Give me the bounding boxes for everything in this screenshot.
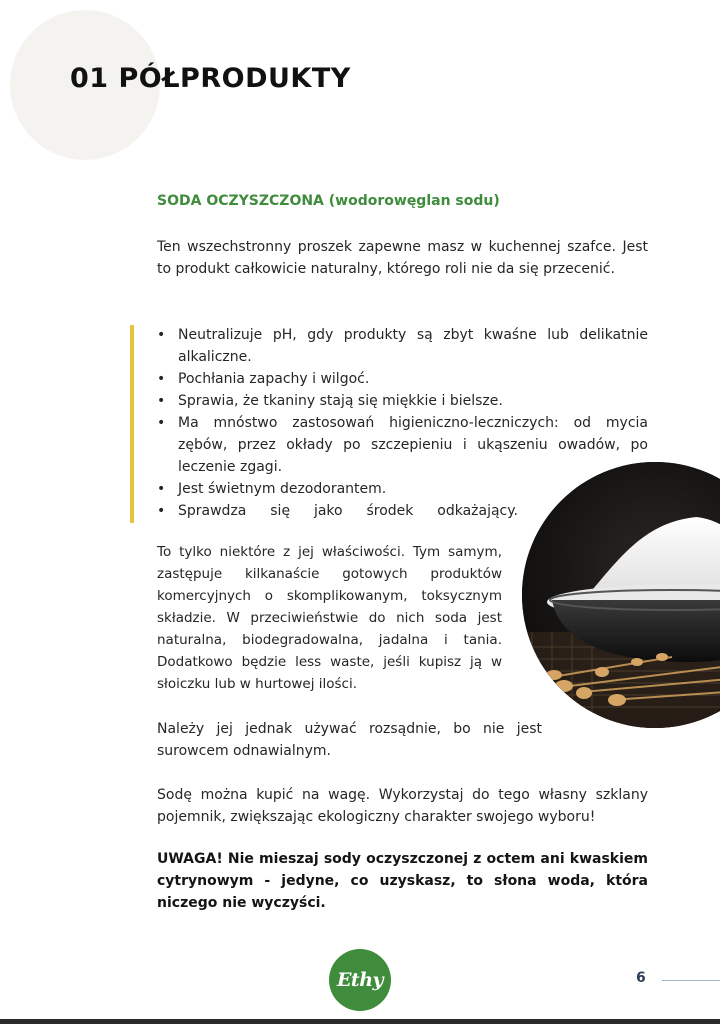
list-item: • Neutralizuje pH, gdy produkty są zbyt kwaśne lub delikatnie alkaliczne.	[157, 324, 648, 368]
list-accent-bar	[130, 325, 134, 523]
intro-paragraph: Ten wszechstronny proszek zapewne masz w kuchennej szafce. Jest to produkt całkowicie naturalny, którego roli nie da się przecenić.	[157, 239, 648, 277]
list-item: • Ma mnóstwo zastosowań higieniczno-leczniczych: od mycia zębów, przez okłady po szczepieniu i ukąszeniu owadów, po leczenie zgagi.	[157, 412, 648, 478]
list-item: • Sprawdza się jako środek odkażający.	[157, 500, 518, 522]
page-number-line	[662, 980, 720, 981]
buying-paragraph: Sodę można kupić na wagę. Wykorzystaj do tego własny szklany pojemnik, zwiększając ekologiczny charakter swojego wyboru!	[157, 787, 648, 825]
section-heading: SODA OCZYSZCZONA (wodorowęglan sodu)	[157, 193, 500, 209]
list-item: • Sprawia, że tkaniny stają się miękkie i bielsze.	[157, 390, 648, 412]
list-item: • Pochłania zapachy i wilgoć.	[157, 368, 648, 390]
ethy-logo	[329, 949, 391, 1011]
list-item: • Jest świetnym dezodorantem.	[157, 478, 648, 500]
page-number: 6	[636, 970, 646, 986]
page-title: 01 PÓŁPRODUKTY	[70, 63, 351, 94]
bottom-bar	[0, 1019, 720, 1024]
properties-paragraph: To tylko niektóre z jej właściwości. Tym samym, zastępuje kilkanaście gotowych produktów komercyjnych o skomplikowanym, toksycznym składzie. W przeciwieństwie do nich soda jest naturalna, biodegradowalna, jadalna i tania. Dodatkowo będzie less waste, jeśli kupisz ją w słoiczku lub w hurtowej ilości.	[157, 544, 502, 692]
renewable-paragraph: Należy jej jednak używać rozsądnie, bo nie jest surowcem odnawialnym.	[157, 721, 542, 759]
logo-text: Ethy	[336, 969, 384, 991]
warning-paragraph: UWAGA! Nie mieszaj sody oczyszczonej z octem ani kwaskiem cytrynowym - jedyne, co uzyskasz, to słona woda, która niczego nie wyczyści.	[157, 851, 648, 911]
